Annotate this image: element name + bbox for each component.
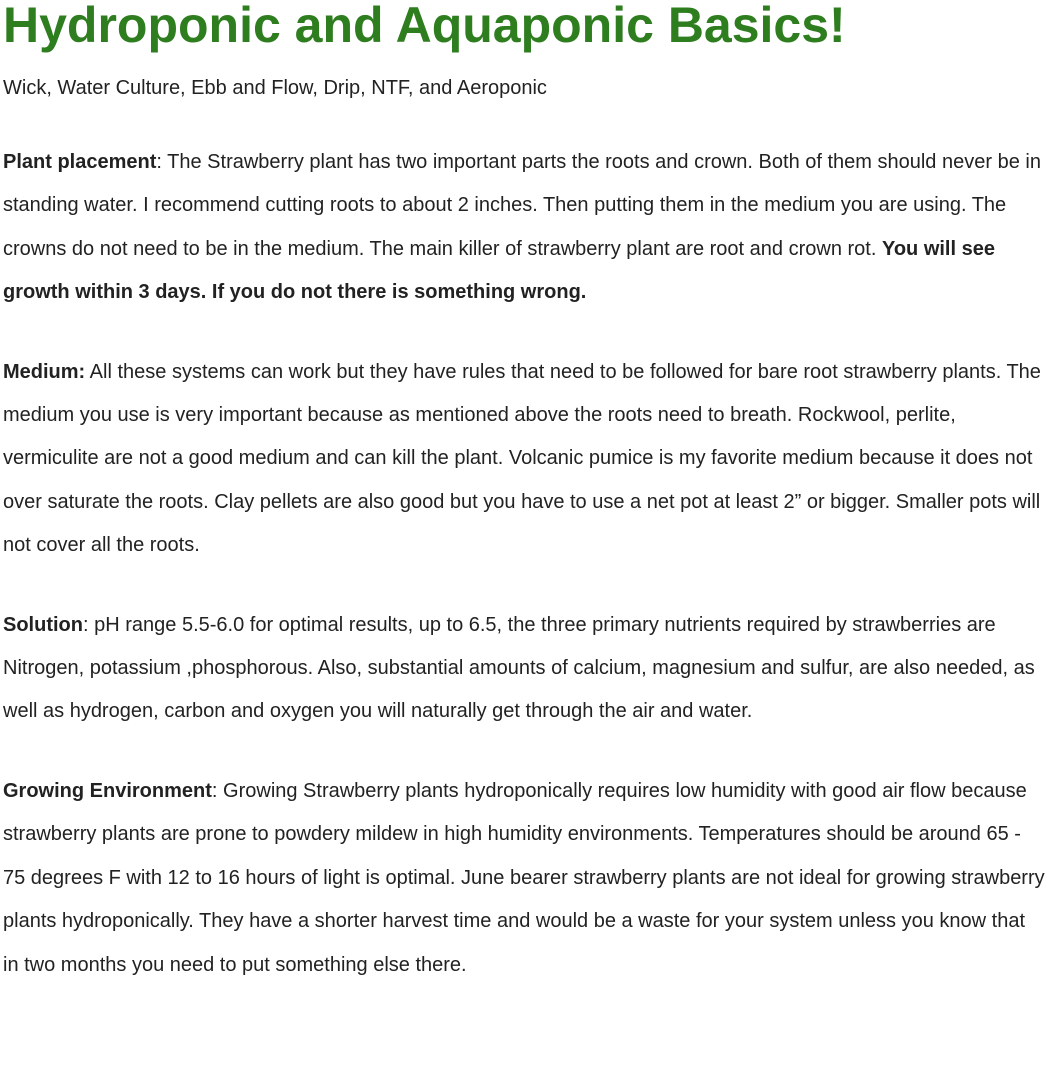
section-label: Growing Environment (3, 779, 212, 802)
section-solution (3, 604, 1045, 734)
section-text: Growing Strawberry plants hydroponically requires low humidity with good air flow because strawberry plants are prone to powdery mildew in high humidity environments. Temperatures should be around 65 - 75 degrees F with 12 to 16 hours of light is optimal. June bearer strawberry plants are not ideal for growing strawberry plants hydroponically. They have a shorter harvest time and would be a waste for your system unless you know that in two months you need to put something else there. (3, 779, 1045, 976)
page-title: Hydroponic and Aquaponic Basics! (3, 0, 846, 53)
label-suffix: : (211, 779, 224, 802)
section-growing-environment (3, 770, 1045, 987)
label-suffix: : (156, 151, 168, 173)
section-medium (3, 351, 1045, 568)
section-text: All these systems can work but they have rules that need to be followed for bare root strawberry plants. The medium you use is very important because as mentioned above the roots need to breath. Rockwool, perlite, vermiculite are not a good medium and can kill the plant. Volcanic pumice is my favorite medium because it does not over saturate the roots. Clay pellets are also good but you have to use a net pot at least 2” or bigger. Smaller pots will not cover all the roots. (3, 360, 1041, 557)
section-text: pH range 5.5-6.0 for optimal results, up to 6.5, the three primary nutrients required by strawberries are Nitrogen, potassium ,phosphorous. Also, substantial amounts of calcium, magnesium and sulfur, are also needed, as well as hydrogen, carbon and oxygen you will naturally get through the air and water. (3, 613, 1035, 723)
section-plant-placement (3, 141, 1045, 315)
section-text: The Strawberry plant has two important parts the roots and crown. Both of them should never be in standing water. I recommend cutting roots to about 2 inches. Then putting them in the medium you are using. The crowns do not need to be in the medium. The main killer of strawberry plant are root and crown rot. (3, 151, 1041, 260)
section-label: Medium: (3, 360, 86, 383)
label-suffix: : (82, 613, 95, 636)
section-label: Solution (3, 613, 83, 636)
section-emphasis: You will see growth within 3 days. If you do not there is something wrong. (3, 237, 995, 304)
section-label: Plant placement (3, 151, 157, 173)
subtitle: Wick, Water Culture, Ebb and Flow, Drip, NTF, and Aeroponic (3, 77, 547, 99)
